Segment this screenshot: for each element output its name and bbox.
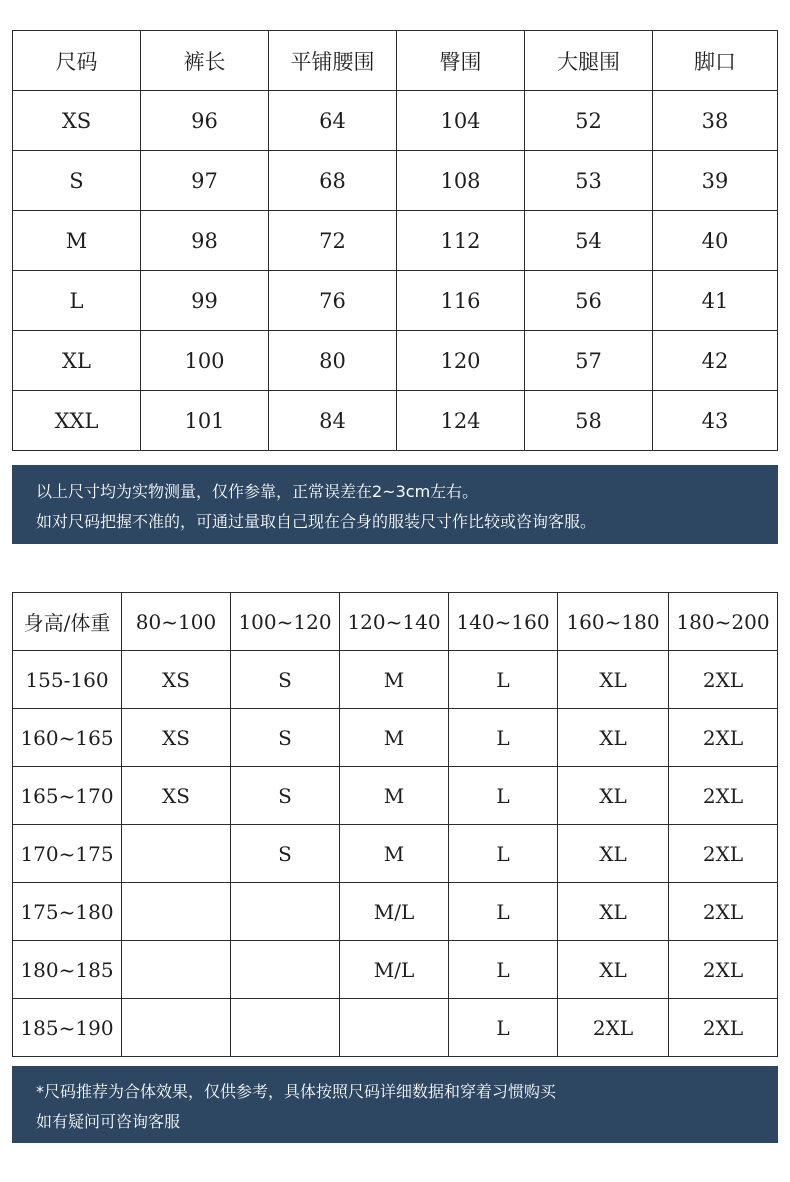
note-line: *尺码推荐为合体效果，仅供参考，具体按照尺码详细数据和穿着习惯购买: [36, 1082, 557, 1101]
height-cell: 175~180: [13, 883, 122, 941]
value-cell: 72: [269, 211, 397, 271]
size-cell: M: [340, 767, 449, 825]
header-cell: 100~120: [231, 593, 340, 651]
size-cell: 2XL: [669, 709, 778, 767]
size-cell: XL: [558, 767, 669, 825]
size-cell: 2XL: [669, 883, 778, 941]
height-cell: 160~165: [13, 709, 122, 767]
header-cell: 裤长: [141, 31, 269, 91]
fit-note-banner: [12, 1066, 778, 1143]
value-cell: 40: [653, 211, 778, 271]
fit-recommendation-table: [12, 592, 778, 1057]
size-cell: 2XL: [558, 999, 669, 1057]
value-cell: 112: [397, 211, 525, 271]
size-cell: XS: [122, 651, 231, 709]
table-row: [13, 709, 778, 767]
size-cell: [340, 999, 449, 1057]
header-cell: 大腿围: [525, 31, 653, 91]
value-cell: 52: [525, 91, 653, 151]
value-cell: 64: [269, 91, 397, 151]
table-row: [13, 941, 778, 999]
table-row: [13, 151, 778, 211]
header-cell: 平铺腰围: [269, 31, 397, 91]
fit-chart-header-row: [13, 593, 778, 651]
size-cell: M: [340, 825, 449, 883]
value-cell: 57: [525, 331, 653, 391]
size-cell: S: [231, 709, 340, 767]
header-cell: 140~160: [449, 593, 558, 651]
table-row: [13, 767, 778, 825]
table-row: [13, 211, 778, 271]
size-cell: [122, 883, 231, 941]
value-cell: 80: [269, 331, 397, 391]
value-cell: 56: [525, 271, 653, 331]
size-cell: S: [13, 151, 141, 211]
value-cell: 54: [525, 211, 653, 271]
size-cell: XL: [558, 883, 669, 941]
size-cell: L: [449, 709, 558, 767]
size-cell: XL: [13, 331, 141, 391]
value-cell: 39: [653, 151, 778, 211]
table-row: [13, 999, 778, 1057]
value-cell: 38: [653, 91, 778, 151]
value-cell: 96: [141, 91, 269, 151]
value-cell: 84: [269, 391, 397, 451]
header-cell: 180~200: [669, 593, 778, 651]
size-cell: 2XL: [669, 767, 778, 825]
size-cell: 2XL: [669, 999, 778, 1057]
header-cell: 臀围: [397, 31, 525, 91]
height-cell: 165~170: [13, 767, 122, 825]
value-cell: 68: [269, 151, 397, 211]
size-cell: [122, 941, 231, 999]
size-cell: [122, 999, 231, 1057]
size-cell: M: [340, 709, 449, 767]
value-cell: 100: [141, 331, 269, 391]
note-line: 如对尺码把握不准的，可通过量取自己现在合身的服装尺寸作比较或咨询客服。: [36, 512, 597, 531]
value-cell: 124: [397, 391, 525, 451]
table-row: [13, 651, 778, 709]
size-cell: [231, 941, 340, 999]
size-cell: XL: [558, 709, 669, 767]
size-cell: [122, 825, 231, 883]
size-cell: XL: [558, 825, 669, 883]
size-cell: XS: [122, 767, 231, 825]
value-cell: 104: [397, 91, 525, 151]
height-cell: 180~185: [13, 941, 122, 999]
size-cell: XS: [122, 709, 231, 767]
value-cell: 116: [397, 271, 525, 331]
size-chart-header-row: [13, 31, 778, 91]
table-row: [13, 271, 778, 331]
note-line: 以上尺寸均为实物测量，仅作参靠，正常误差在2~3cm左右。: [36, 482, 479, 501]
height-cell: 155-160: [13, 651, 122, 709]
size-cell: L: [449, 999, 558, 1057]
size-cell: M: [13, 211, 141, 271]
size-cell: XL: [558, 941, 669, 999]
size-cell: L: [13, 271, 141, 331]
size-cell: S: [231, 651, 340, 709]
size-cell: L: [449, 767, 558, 825]
measurement-note-banner: [12, 465, 778, 544]
value-cell: 108: [397, 151, 525, 211]
value-cell: 101: [141, 391, 269, 451]
value-cell: 120: [397, 331, 525, 391]
size-cell: S: [231, 825, 340, 883]
size-cell: L: [449, 825, 558, 883]
size-cell: [231, 883, 340, 941]
size-cell: [231, 999, 340, 1057]
size-cell: M/L: [340, 883, 449, 941]
value-cell: 98: [141, 211, 269, 271]
value-cell: 41: [653, 271, 778, 331]
header-cell: 脚口: [653, 31, 778, 91]
table-row: [13, 331, 778, 391]
value-cell: 99: [141, 271, 269, 331]
size-cell: 2XL: [669, 651, 778, 709]
size-cell: XXL: [13, 391, 141, 451]
size-chart-table: [12, 30, 778, 451]
height-cell: 185~190: [13, 999, 122, 1057]
size-cell: L: [449, 651, 558, 709]
size-cell: XL: [558, 651, 669, 709]
size-cell: L: [449, 883, 558, 941]
value-cell: 42: [653, 331, 778, 391]
value-cell: 53: [525, 151, 653, 211]
size-cell: 2XL: [669, 825, 778, 883]
height-cell: 170~175: [13, 825, 122, 883]
header-cell: 80~100: [122, 593, 231, 651]
header-cell: 120~140: [340, 593, 449, 651]
value-cell: 76: [269, 271, 397, 331]
table-row: [13, 91, 778, 151]
size-cell: 2XL: [669, 941, 778, 999]
size-cell: L: [449, 941, 558, 999]
table-row: [13, 391, 778, 451]
header-cell: 160~180: [558, 593, 669, 651]
note-line: 如有疑问可咨询客服: [36, 1112, 181, 1131]
table-row: [13, 883, 778, 941]
header-cell: 尺码: [13, 31, 141, 91]
size-cell: M: [340, 651, 449, 709]
table-row: [13, 825, 778, 883]
size-cell: XS: [13, 91, 141, 151]
value-cell: 58: [525, 391, 653, 451]
size-cell: M/L: [340, 941, 449, 999]
value-cell: 43: [653, 391, 778, 451]
value-cell: 97: [141, 151, 269, 211]
header-cell: 身高/体重: [13, 593, 122, 651]
size-cell: S: [231, 767, 340, 825]
